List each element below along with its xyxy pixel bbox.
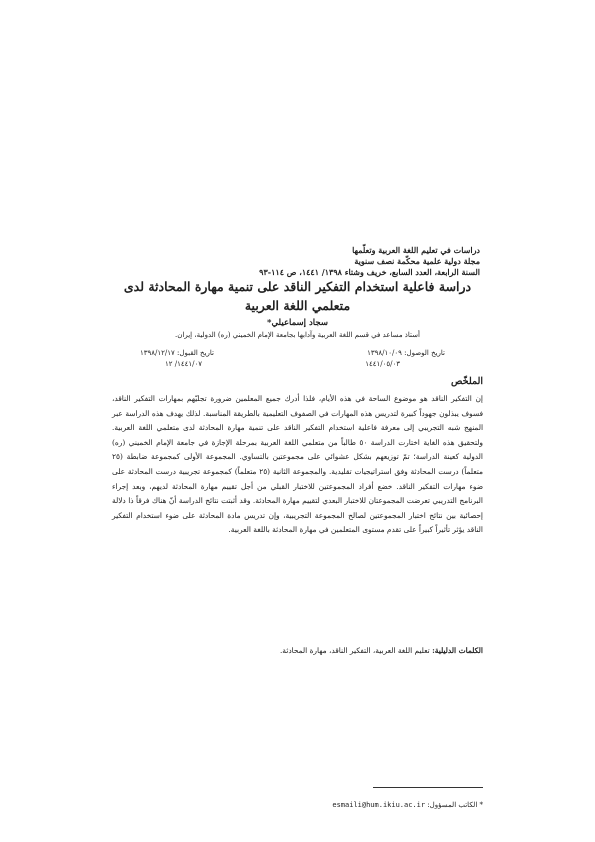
abstract-heading: الملخّص xyxy=(451,376,483,387)
received-solar: ١٣٩٨/١٠/٠٩ xyxy=(367,349,402,357)
received-date xyxy=(367,348,445,359)
accepted-label: تاريخ القبول: xyxy=(177,349,214,357)
journal-name: دراسات في تعليم اللغة العربية وتعلّمها xyxy=(352,245,480,255)
footnote xyxy=(200,801,483,809)
accepted-date xyxy=(140,348,214,359)
accepted-solar: ١٣٩٨/١٢/١٧ xyxy=(140,349,175,357)
journal-header xyxy=(40,245,480,278)
keywords-label: الكلمات الدليلية: xyxy=(432,646,483,655)
article-title-line-2: متعلمي اللغة العربية xyxy=(244,298,351,313)
keywords xyxy=(112,646,483,655)
keywords-text: تعليم اللغة العربية، التفكير الناقد، مهارة المحادثة. xyxy=(279,646,430,655)
author-email-link[interactable]: esmaili@hum.ikiu.ac.ir xyxy=(332,801,426,809)
journal-issue: السنة الرابعة، العدد السابع، خريف وشتاء ١٣٩٨/ ١٤٤١، ص ١١٤-٩٣ xyxy=(259,267,480,277)
accepted-lunar: ١٤٤١/٠٧/ ١٢ xyxy=(165,360,203,368)
dates-row-solar xyxy=(140,348,445,359)
dates-row-lunar xyxy=(140,359,445,370)
received-lunar: ١٤٤١/٠٥/٠٣ xyxy=(365,360,400,368)
article-dates xyxy=(140,348,445,370)
abstract-body: إن التفكير الناقد هو موضوع الساحة في هذه الأيام، فلذا أدرك جميع المعلمين ضرورة تجليّهم بمهارات التفكير الناقد، فسوف يبذلون جهوداً كبيرة لتدريس هذه المهارات في الصفوف التعليمية بالطريقة المناسبة. لذلك يهدف هذه الدراسة عبر المنهج شبه التجريبي إلى معرفة فاعلية استخدام التفكير الناقد على تنمية مهارة المحادثة لدى متعلمي اللغة العربية. ولتحقيق هذه الغاية اختارت الدراسة ٥٠ طالباً من متعلمي اللغة العربية بمرحلة الإجازة في جامعة الإمام الخميني (ره) الدولية كعينة الدراسة؛ تمّ توزيعهم بشكل عشوائي على مجموعتين بالتساوي. المجموعة الأولى كمجموعة ضابطة (٢٥ متعلماً) درست المحادثة وفق استراتيجيات تقليدية. والمجموعة الثانية (٢٥ متعلماً) كمجموعة تجريبية درست المحادثة على ضوء مهارات التفكير الناقد. خضع أفراد المجموعتين للاختبار القبلي من أجل تقييم مهارة المحادثة لديهم، وبعد إجراء البرنامج التدريبي تعرضت المجموعتان للاختبار البعدي لتقييم مهارة المحادثة. وقد أثبتت نتائج الدراسة أنّ هناك فرقاً ذا دلالة إحصائية بين نتائج اختبار المجموعتين لصالح المجموعة التجريبية، وإن تدريس مادة المحادثة على ضوء استخدام التفكير الناقد يؤثر تأثيراً كبيراً على تقدم مستوى المتعلمين في مهارة المحادثة باللغة العربية. xyxy=(112,394,483,535)
author-name: سجاد إسماعيلي* xyxy=(267,318,328,328)
author-affiliation: أستاذ مساعد في قسم اللغة العربية وآدابها بجامعة الإمام الخميني (ره) الدولية، إيران. xyxy=(175,331,420,339)
footnote-label: * الكاتب المسؤول: xyxy=(427,801,483,809)
article-title-line-1: دراسة فاعلية استخدام التفكير الناقد على تنمية مهارة المحادثة لدى xyxy=(123,279,472,294)
footnote-separator xyxy=(373,787,483,788)
received-label: تاريخ الوصول: xyxy=(404,349,445,357)
article-title xyxy=(110,277,485,315)
journal-description: مجلة دولية علمية محكّمة نصف سنوية xyxy=(354,256,480,266)
